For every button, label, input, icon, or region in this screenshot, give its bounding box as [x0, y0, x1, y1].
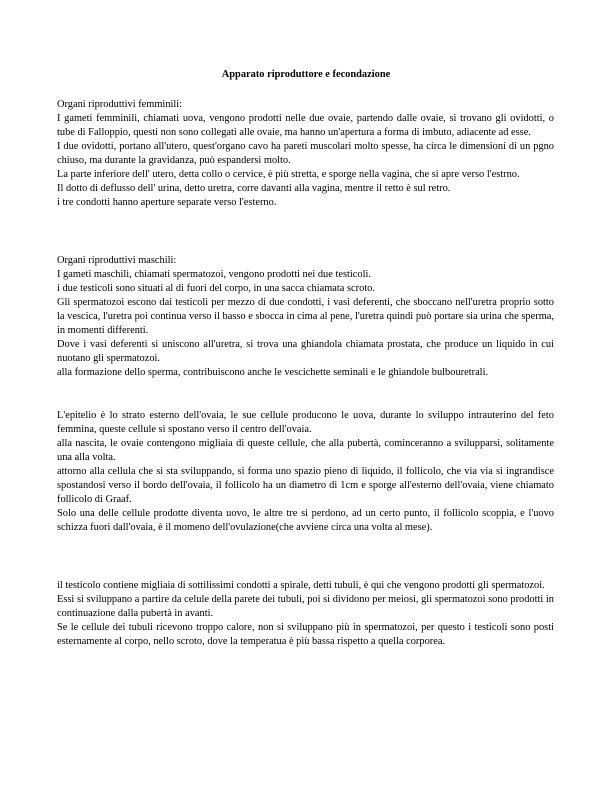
- document-title: Apparato riproduttore e fecondazione: [221, 69, 391, 80]
- paragraph: La parte inferiore dell' utero, detta collo o cervice, è più stretta, e sporge nella vagina, che si apre verso l'estrno.: [57, 169, 520, 180]
- paragraph: attorno alla cellula che si sta sviluppando, si forma uno spazio pieno di liquido, il follicolo, che via via si ingrandisce spostandosi verso il bordo dell'ovaia, il follicolo ha un diametro di 1cm e sporge all'esterno dell'ovaia, viene chiamato follicolo di Graaf.: [57, 466, 554, 505]
- paragraph: Il dotto di deflusso dell' urina, detto uretra, corre davanti alla vagina, mentre il retto è sul retro.: [57, 183, 451, 194]
- paragraph: alla nascita, le ovaie contengono migliaia di queste cellule, che alla pubertà, cominceranno a svilupparsi, solitamente una alla volta.: [57, 438, 554, 463]
- ovary-section: [57, 409, 554, 535]
- paragraph: I gameti femminili, chiamati uova, vengono prodotti nelle due ovaie, partendo dalle ovaie, si trovano gli ovidotti, o tube di Falloppio, questi non sono collegati alle ovaie, ma hanno un'apertura a forma di imbuto, adiacente ad esse.: [57, 113, 554, 138]
- male-organs-section: [57, 254, 554, 380]
- paragraph: I gameti maschili, chiamati spermatozoi, vengono prodotti nei due testicoli.: [57, 269, 371, 280]
- paragraph: Gli spermatozoi escono dai testicoli per mezzo di due condotti, i vasi deferenti, che sboccano nell'uretra proprio sotto la vescica, l'uretra poi continua verso il basso e sbocca in cima al pene, l'uretra quindi può portare sia urina che sperma, in momenti differenti.: [57, 297, 554, 336]
- female-organs-section: [57, 98, 554, 210]
- paragraph: i due testicoli sono situati al di fuori del corpo, in una sacca chiamata scroto.: [57, 283, 375, 294]
- paragraph: Se le cellule dei tubuli ricevono troppo calore, non si sviluppano più in spermatozoi, per questo i testicoli sono posti esternamente al corpo, nello scroto, dove la temperatua è più bassa rispetto a quella corporea.: [57, 622, 554, 647]
- paragraph: i tre condotti hanno aperture separate verso l'esterno.: [57, 197, 277, 208]
- paragraph: I due ovidotti, portano all'utero, quest'organo cavo ha pareti muscolari molto spesse, ha circa le dimensioni di un pgno chiuso, ma durante la gravidanza, può espandersi molto.: [57, 141, 554, 166]
- paragraph: alla formazione dello sperma, contribuiscono anche le vescichette seminali e le ghiandole bulbouretrali.: [57, 367, 489, 378]
- paragraph: Dove i vasi deferenti si uniscono all'uretra, si trova una ghiandola chiamata prostata, che produce un liquido in cui nuotano gli spermatozoi.: [57, 339, 554, 364]
- testis-section: [57, 579, 554, 649]
- paragraph: L'epitelio è lo strato esterno dell'ovaia, le sue cellule producono le uova, durante lo sviluppo intrauterino del feto femmina, queste cellule si spostano verso il centro dell'ovaia.: [57, 410, 554, 435]
- section-heading: Organi riproduttivi maschili:: [57, 255, 177, 266]
- paragraph: Solo una delle cellule prodotte diventa uovo, le altre tre si perdono, ad un certo punto, il follicolo scoppia, e l'uovo schizza fuori dall'ovaia, è il momeno dell'ovulazione(che avviene circa una volta al mese).: [57, 508, 554, 533]
- paragraph: Essi si sviluppano a partire da celule della parete dei tubuli, poi si dividono per meiosi, gli spermatozoi sono prodotti in continuazione dalla pubertà in avanti.: [57, 594, 554, 619]
- paragraph: il testicolo contiene migliaia di sottilissimi condotti a spirale, detti tubuli, è qui che vengono prodotti gli spermatozoi.: [57, 580, 545, 591]
- section-heading: Organi riproduttivi femminili:: [57, 99, 183, 110]
